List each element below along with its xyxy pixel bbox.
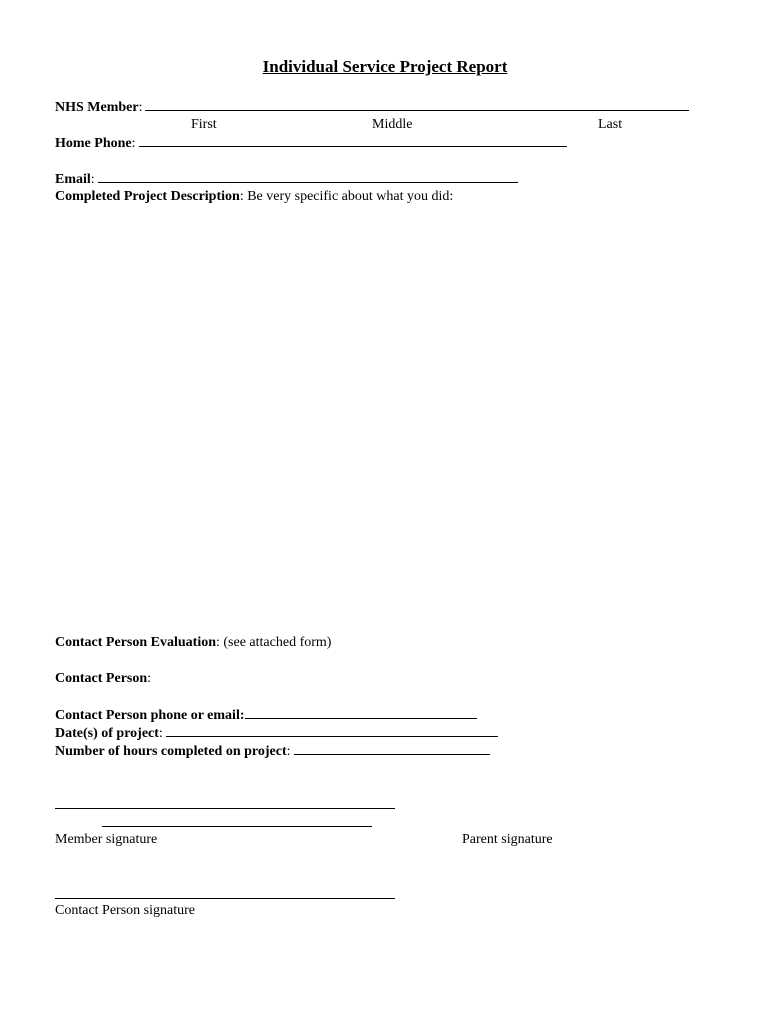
email-label: Email bbox=[55, 172, 91, 187]
dates-row: Date(s) of project: bbox=[55, 724, 498, 743]
description-row: Completed Project Description: Be very specific about what you did: bbox=[55, 189, 454, 204]
email-field[interactable] bbox=[98, 170, 518, 183]
page-title: Individual Service Project Report bbox=[262, 57, 508, 76]
home-phone-field[interactable] bbox=[139, 134, 567, 147]
home-phone-label: Home Phone bbox=[55, 136, 132, 151]
member-signature-label: Member signature bbox=[55, 832, 158, 847]
member-signature-line[interactable] bbox=[55, 808, 395, 809]
dates-label: Date(s) of project bbox=[55, 726, 159, 741]
last-name-sublabel: Last bbox=[598, 117, 623, 132]
email-row: Email: bbox=[55, 170, 518, 189]
description-label: Completed Project Description bbox=[55, 189, 240, 204]
home-phone-row: Home Phone: bbox=[55, 134, 567, 153]
dates-field[interactable] bbox=[166, 724, 498, 737]
member-name-field[interactable] bbox=[145, 98, 689, 111]
parent-signature-line[interactable] bbox=[102, 826, 372, 827]
member-row: NHS Member: bbox=[55, 98, 689, 117]
description-area[interactable] bbox=[55, 210, 715, 620]
description-instruction: Be very specific about what you did: bbox=[247, 189, 454, 204]
contact-phone-label: Contact Person phone or email: bbox=[55, 708, 245, 723]
contact-phone-row bbox=[55, 706, 477, 725]
evaluation-label: Contact Person Evaluation bbox=[55, 635, 216, 650]
hours-row: Number of hours completed on project: bbox=[55, 742, 490, 761]
contact-phone-field[interactable] bbox=[245, 706, 477, 719]
middle-name-sublabel: Middle bbox=[372, 117, 413, 132]
hours-label: Number of hours completed on project bbox=[55, 744, 287, 759]
hours-field[interactable] bbox=[294, 742, 490, 755]
first-name-sublabel: First bbox=[191, 117, 217, 132]
parent-signature-label: Parent signature bbox=[462, 832, 553, 847]
contact-person-row: Contact Person: bbox=[55, 671, 152, 686]
evaluation-row: Contact Person Evaluation: (see attached form) bbox=[55, 635, 332, 650]
contact-person-label: Contact Person bbox=[55, 671, 148, 686]
member-label: NHS Member bbox=[55, 100, 139, 115]
contact-signature-line[interactable] bbox=[55, 898, 395, 899]
evaluation-note: (see attached form) bbox=[223, 635, 332, 650]
contact-signature-label: Contact Person signature bbox=[55, 903, 195, 918]
